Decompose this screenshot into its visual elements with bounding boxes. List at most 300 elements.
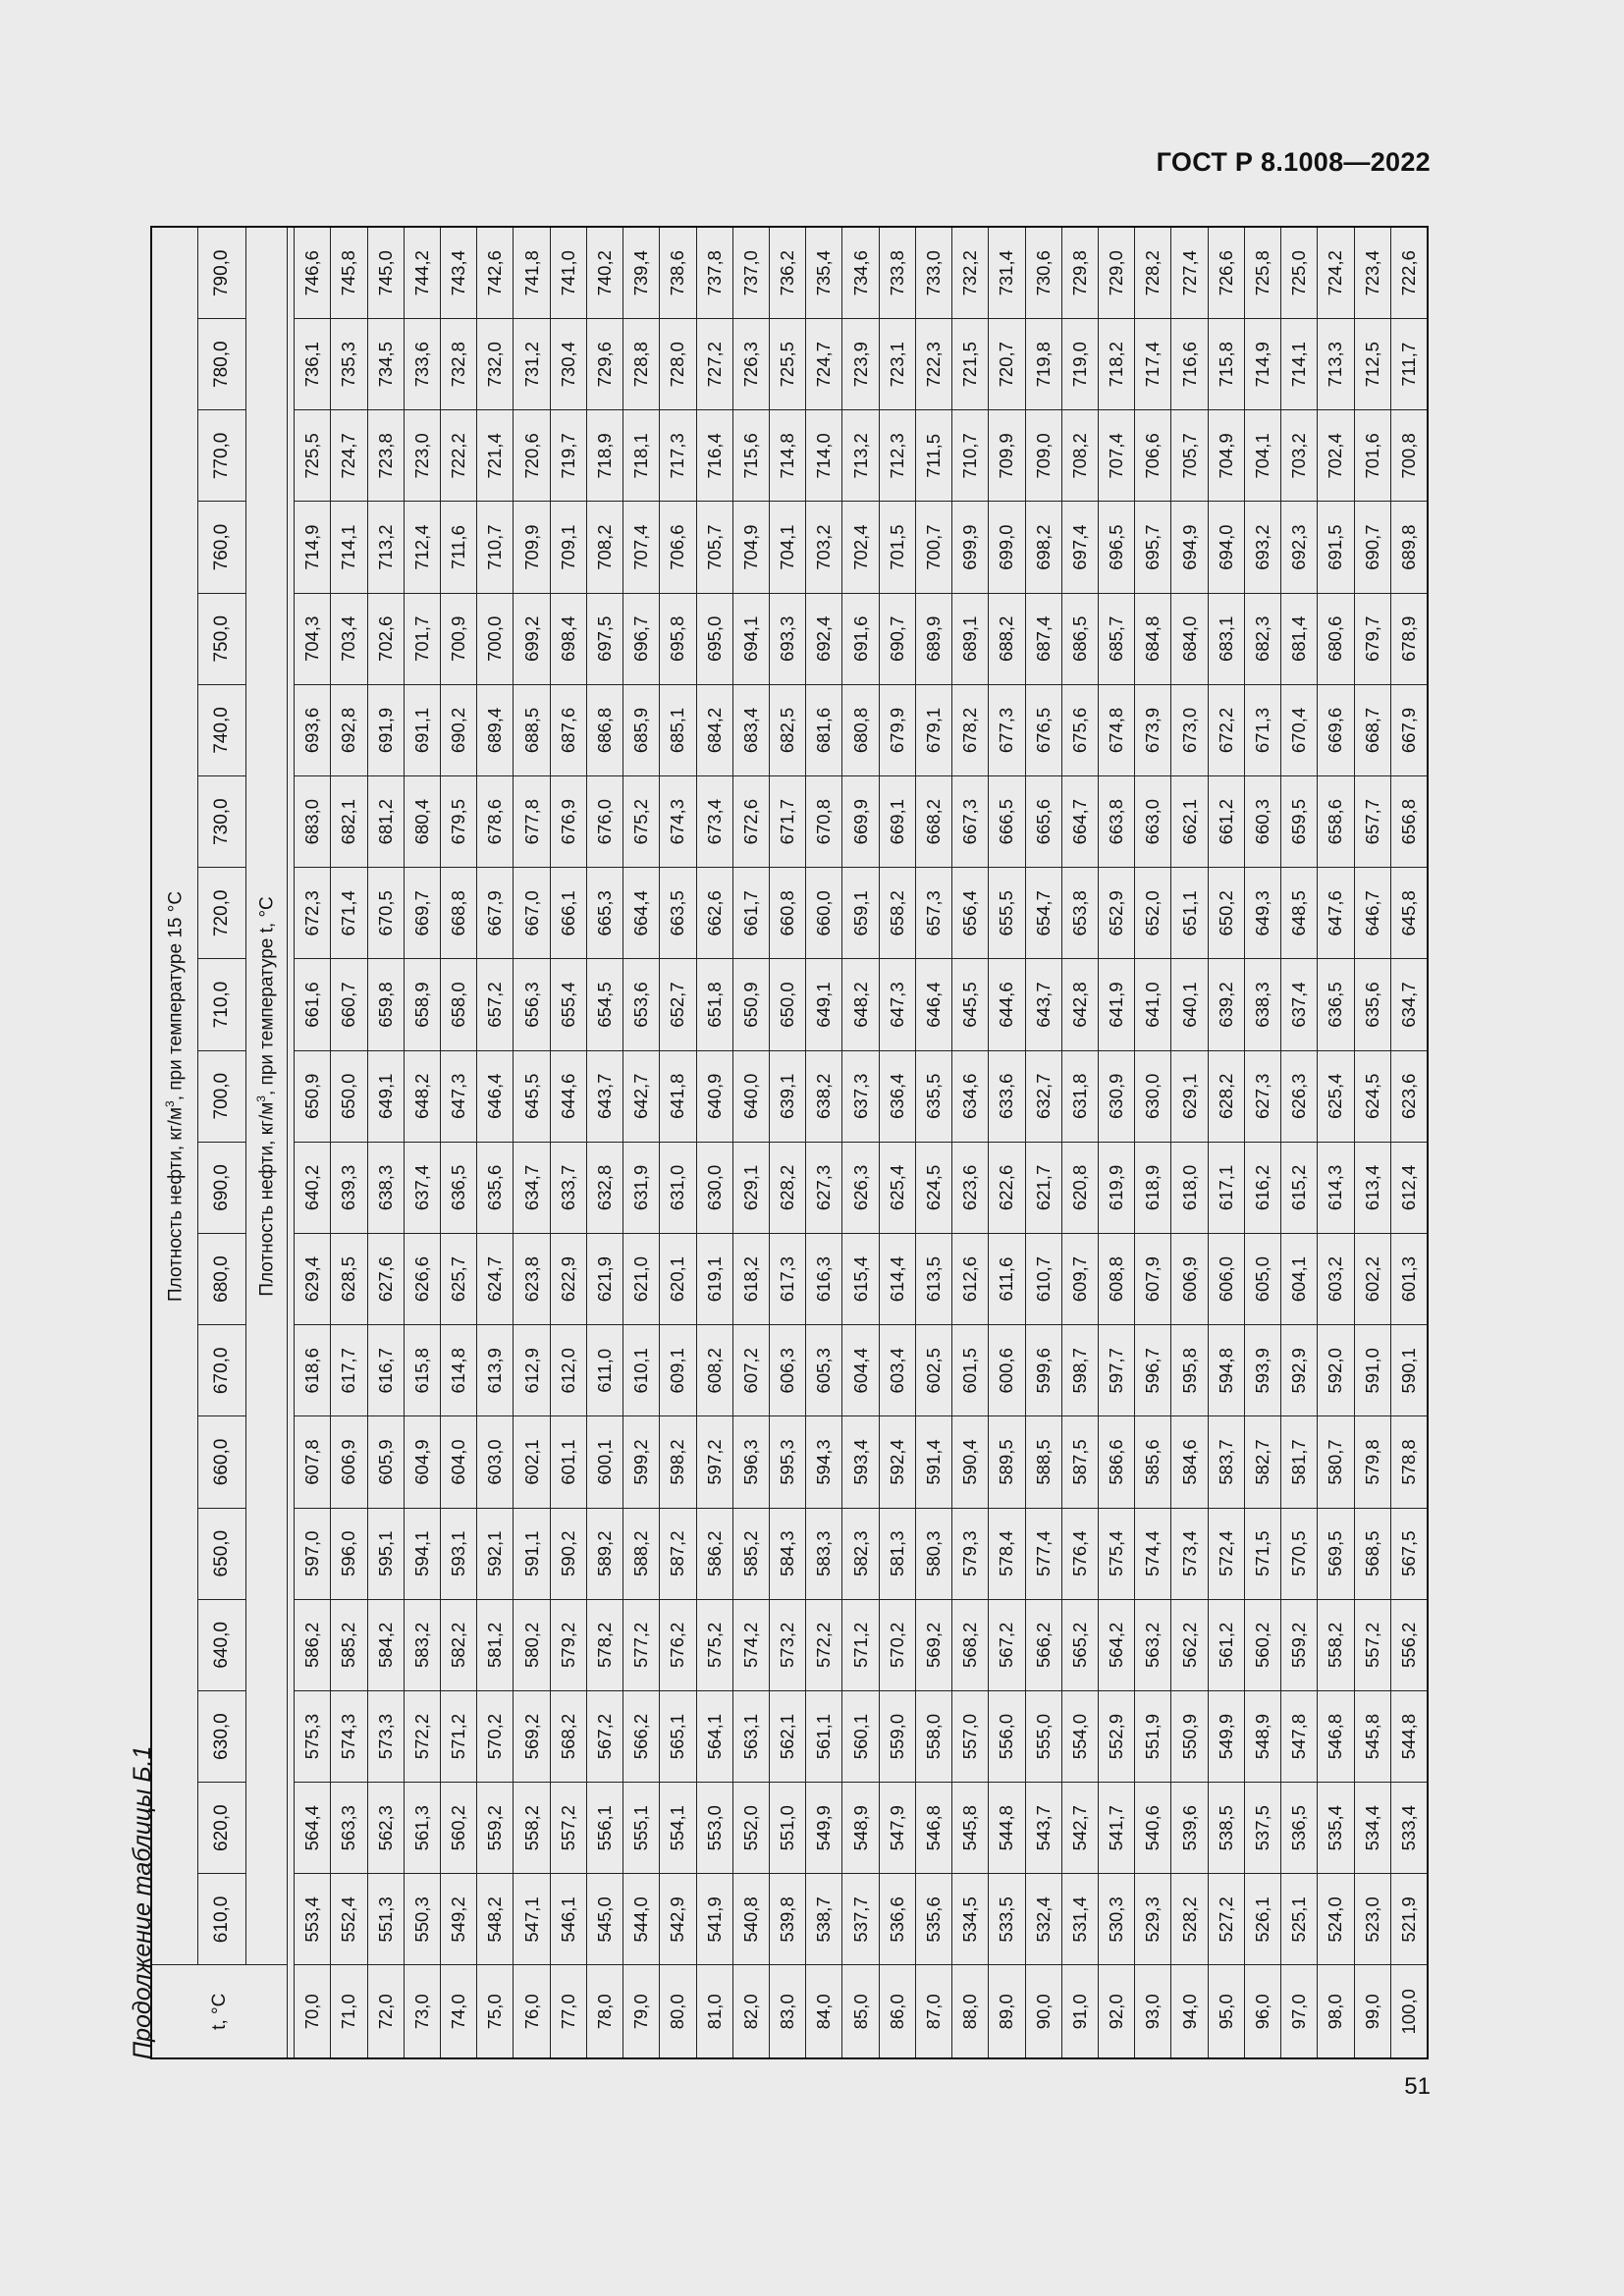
density-cell: 634,7 [514,1142,550,1233]
density-cell: 527,2 [1208,1874,1244,1965]
density-cell: 657,3 [915,868,951,959]
density-cell: 690,2 [441,684,477,775]
density-cell: 725,0 [1281,227,1318,318]
density-cell: 714,0 [806,410,842,502]
density-cell: 666,1 [550,868,586,959]
density-cell: 643,7 [1025,959,1061,1050]
density-cell: 639,3 [331,1142,367,1233]
density-cell: 533,5 [989,1874,1025,1965]
page-number: 51 [1404,2073,1431,2100]
density-cell: 600,1 [586,1416,623,1508]
density-cell: 551,9 [1135,1690,1171,1782]
density-cell: 623,6 [952,1142,989,1233]
density-cell: 635,6 [1354,959,1390,1050]
density-cell: 683,4 [732,684,769,775]
density-cell: 612,6 [952,1234,989,1325]
density-cell: 597,7 [1098,1325,1134,1416]
density-cell: 609,1 [660,1325,696,1416]
density-cell: 732,8 [441,319,477,410]
density-cell: 728,2 [1135,227,1171,318]
density-cell: 540,6 [1135,1783,1171,1874]
density-cell: 673,4 [696,776,732,868]
density-cell: 620,1 [660,1234,696,1325]
density-cell: 642,7 [623,1050,660,1142]
table-row [879,227,915,2058]
density-cell: 593,9 [1244,1325,1280,1416]
density-cell: 650,2 [1208,868,1244,959]
temperature-cell: 88,0 [952,1965,989,2058]
density-cell: 560,1 [842,1690,879,1782]
density-cell: 591,0 [1354,1325,1390,1416]
density-cell: 554,1 [660,1783,696,1874]
density-cell: 695,0 [696,593,732,684]
density-cell: 697,4 [1061,502,1098,593]
density-cell: 582,7 [1244,1416,1280,1508]
density-cell: 625,4 [879,1142,915,1233]
density-cell: 589,5 [989,1416,1025,1508]
density-cell: 568,5 [1354,1508,1390,1599]
density-cell: 566,2 [1025,1599,1061,1690]
density-cell: 649,1 [367,1050,404,1142]
table-row [1281,227,1318,2058]
density-cell: 623,8 [514,1234,550,1325]
density-cell: 592,1 [477,1508,514,1599]
density-cell: 576,4 [1061,1508,1098,1599]
density-header-730,0: 730,0 [198,776,246,868]
density-cell: 710,7 [477,502,514,593]
density-cell: 599,2 [623,1416,660,1508]
density-cell: 689,4 [477,684,514,775]
density-cell: 694,9 [1171,502,1208,593]
density-cell: 693,3 [770,593,806,684]
density-cell: 561,1 [806,1690,842,1782]
density-cell: 601,1 [550,1416,586,1508]
density-cell: 701,6 [1354,410,1390,502]
density-cell: 664,7 [1061,776,1098,868]
density-cell: 591,4 [915,1416,951,1508]
density-cell: 564,1 [696,1690,732,1782]
density-cell: 711,7 [1390,319,1428,410]
density-cell: 570,2 [879,1599,915,1690]
density-cell: 682,5 [770,684,806,775]
table-row [1244,227,1280,2058]
density-cell: 613,5 [915,1234,951,1325]
density-cell: 658,6 [1318,776,1354,868]
density-cell: 669,7 [404,868,440,959]
density-cell: 659,5 [1281,776,1318,868]
density-cell: 648,5 [1281,868,1318,959]
density-cell: 589,2 [586,1508,623,1599]
density-cell: 600,6 [989,1325,1025,1416]
temperature-cell: 81,0 [696,1965,732,2058]
density-cell: 689,1 [952,593,989,684]
density-cell: 736,1 [295,319,331,410]
density-cell: 670,4 [1281,684,1318,775]
density-header-630,0: 630,0 [198,1690,246,1782]
density-cell: 603,4 [879,1325,915,1416]
density-cell: 555,1 [623,1783,660,1874]
density-cell: 528,2 [1171,1874,1208,1965]
density-cell: 683,1 [1208,593,1244,684]
density-cell: 554,0 [1061,1690,1098,1782]
density-cell: 576,2 [660,1599,696,1690]
density-cell: 614,8 [441,1325,477,1416]
density-cell: 558,0 [915,1690,951,1782]
table-row [477,227,514,2058]
density-cell: 634,7 [1390,959,1428,1050]
density-cell: 719,8 [1025,319,1061,410]
density-cell: 732,2 [952,227,989,318]
density-cell: 714,8 [770,410,806,502]
density-cell: 550,3 [404,1874,440,1965]
density-cell: 662,1 [1171,776,1208,868]
density-cell: 695,7 [1135,502,1171,593]
density-cell: 652,7 [660,959,696,1050]
density-cell: 724,7 [806,319,842,410]
density-cell: 735,4 [806,227,842,318]
density-cell: 679,5 [441,776,477,868]
density-cell: 635,5 [915,1050,951,1142]
density-cell: 523,0 [1354,1874,1390,1965]
density-table-container [150,231,1429,2059]
density-cell: 684,0 [1171,593,1208,684]
density-cell: 701,5 [879,502,915,593]
density-cell: 712,5 [1354,319,1390,410]
density-cell: 586,2 [295,1599,331,1690]
density-cell: 685,9 [623,684,660,775]
density-cell: 537,7 [842,1874,879,1965]
density-cell: 539,8 [770,1874,806,1965]
density-cell: 580,2 [514,1599,550,1690]
density-cell: 524,0 [1318,1874,1354,1965]
density-cell: 607,9 [1135,1234,1171,1325]
density-cell: 627,3 [1244,1050,1280,1142]
density-cell: 667,0 [514,868,550,959]
density-cell: 700,9 [441,593,477,684]
density-cell: 665,6 [1025,776,1061,868]
density-cell: 627,6 [367,1234,404,1325]
density-cell: 717,3 [660,410,696,502]
table-row [1135,227,1171,2058]
density-cell: 702,6 [367,593,404,684]
density-cell: 713,2 [842,410,879,502]
density-cell: 660,3 [1244,776,1280,868]
density-cell: 676,9 [550,776,586,868]
density-cell: 724,2 [1318,227,1354,318]
density-cell: 621,0 [623,1234,660,1325]
density-cell: 624,5 [1354,1050,1390,1142]
density-subgroup-header: Плотность нефти, $кг/м^3$, при температуре t, °C [246,227,288,1965]
density-cell: 746,6 [295,227,331,318]
table-row [404,227,440,2058]
density-cell: 689,9 [915,593,951,684]
temperature-cell: 75,0 [477,1965,514,2058]
density-cell: 615,8 [404,1325,440,1416]
density-cell: 596,3 [732,1416,769,1508]
density-cell: 614,4 [879,1234,915,1325]
density-cell: 637,4 [1281,959,1318,1050]
density-cell: 706,6 [660,502,696,593]
density-cell: 532,4 [1025,1874,1061,1965]
density-cell: 559,0 [879,1690,915,1782]
density-cell: 542,7 [1061,1783,1098,1874]
density-cell: 611,0 [586,1325,623,1416]
density-cell: 723,9 [842,319,879,410]
temperature-cell: 85,0 [842,1965,879,2058]
table-row [1318,227,1354,2058]
density-cell: 659,1 [842,868,879,959]
density-cell: 567,2 [989,1599,1025,1690]
density-cell: 536,6 [879,1874,915,1965]
density-cell: 557,2 [550,1783,586,1874]
density-cell: 631,9 [623,1142,660,1233]
density-cell: 737,0 [732,227,769,318]
density-cell: 550,9 [1171,1690,1208,1782]
table-row [1390,227,1428,2058]
density-cell: 617,3 [770,1234,806,1325]
density-cell: 668,8 [441,868,477,959]
density-cell: 552,4 [331,1874,367,1965]
density-cell: 633,6 [989,1050,1025,1142]
density-cell: 545,0 [586,1874,623,1965]
density-cell: 551,0 [770,1783,806,1874]
density-cell: 731,2 [514,319,550,410]
density-cell: 612,4 [1390,1142,1428,1233]
density-cell: 549,2 [441,1874,477,1965]
density-cell: 602,5 [915,1325,951,1416]
density-cell: 619,9 [1098,1142,1134,1233]
density-cell: 580,7 [1318,1416,1354,1508]
density-cell: 685,7 [1098,593,1134,684]
density-cell: 721,4 [477,410,514,502]
density-cell: 713,2 [367,502,404,593]
density-cell: 654,5 [586,959,623,1050]
density-cell: 674,3 [660,776,696,868]
density-cell: 556,1 [586,1783,623,1874]
density-cell: 716,4 [696,410,732,502]
density-cell: 568,2 [952,1599,989,1690]
density-cell: 632,7 [1025,1050,1061,1142]
density-cell: 544,8 [989,1783,1025,1874]
density-cell: 678,2 [952,684,989,775]
density-cell: 715,8 [1208,319,1244,410]
density-cell: 598,7 [1061,1325,1098,1416]
table-row [952,227,989,2058]
density-cell: 641,0 [1135,959,1171,1050]
density-cell: 560,2 [441,1783,477,1874]
density-header-650,0: 650,0 [198,1508,246,1599]
density-cell: 586,6 [1098,1416,1134,1508]
density-cell: 560,2 [1244,1599,1280,1690]
density-cell: 676,5 [1025,684,1061,775]
density-cell: 641,8 [660,1050,696,1142]
density-cell: 579,3 [952,1508,989,1599]
density-cell: 670,8 [806,776,842,868]
density-cell: 580,3 [915,1508,951,1599]
temperature-cell: 70,0 [295,1965,331,2058]
density-cell: 606,9 [1171,1234,1208,1325]
density-cell: 699,0 [989,502,1025,593]
density-cell: 613,9 [477,1325,514,1416]
density-cell: 613,4 [1354,1142,1390,1233]
density-cell: 561,3 [404,1783,440,1874]
density-cell: 640,2 [295,1142,331,1233]
density-cell: 619,1 [696,1234,732,1325]
density-cell: 562,3 [367,1783,404,1874]
density-cell: 650,9 [732,959,769,1050]
table-row [550,227,586,2058]
density-cell: 604,9 [404,1416,440,1508]
density-cell: 733,6 [404,319,440,410]
temperature-cell: 86,0 [879,1965,915,2058]
density-cell: 706,6 [1135,410,1171,502]
density-cell: 679,7 [1354,593,1390,684]
density-cell: 643,7 [586,1050,623,1142]
density-cell: 621,7 [1025,1142,1061,1233]
density-cell: 646,7 [1354,868,1390,959]
density-cell: 739,4 [623,227,660,318]
density-values-header-row [198,227,246,2058]
density-cell: 569,2 [514,1690,550,1782]
density-cell: 723,4 [1354,227,1390,318]
density-cell: 593,4 [842,1416,879,1508]
density-cell: 578,2 [586,1599,623,1690]
density-cell: 605,3 [806,1325,842,1416]
density-cell: 660,8 [770,868,806,959]
density-header-790,0: 790,0 [198,227,246,318]
density-cell: 650,0 [331,1050,367,1142]
density-cell: 651,8 [696,959,732,1050]
density-cell: 642,8 [1061,959,1098,1050]
density-cell: 609,7 [1061,1234,1098,1325]
density-cell: 681,2 [367,776,404,868]
density-cell: 638,3 [367,1142,404,1233]
density-cell: 604,1 [1281,1234,1318,1325]
density-cell: 639,1 [770,1050,806,1142]
density-cell: 698,2 [1025,502,1061,593]
density-cell: 548,2 [477,1874,514,1965]
density-group-header: Плотность нефти, $кг/м^3$, при температуре 15 °C [151,227,198,1965]
density-cell: 585,2 [732,1508,769,1599]
density-cell: 575,2 [696,1599,732,1690]
density-cell: 743,4 [441,227,477,318]
density-cell: 709,9 [514,502,550,593]
density-cell: 608,2 [696,1325,732,1416]
density-cell: 574,2 [732,1599,769,1690]
density-cell: 564,4 [295,1783,331,1874]
density-cell: 547,8 [1281,1690,1318,1782]
density-cell: 725,8 [1244,227,1280,318]
density-cell: 658,0 [441,959,477,1050]
density-cell: 671,4 [331,868,367,959]
density-cell: 531,4 [1061,1874,1098,1965]
density-cell: 705,7 [696,502,732,593]
density-cell: 694,0 [1208,502,1244,593]
density-cell: 679,1 [915,684,951,775]
density-cell: 606,0 [1208,1234,1244,1325]
temperature-cell: 77,0 [550,1965,586,2058]
density-cell: 651,1 [1171,868,1208,959]
density-cell: 691,6 [842,593,879,684]
density-cell: 592,4 [879,1416,915,1508]
density-cell: 684,8 [1135,593,1171,684]
density-cell: 571,2 [842,1599,879,1690]
table-row [770,227,806,2058]
density-cell: 678,6 [477,776,514,868]
density-cell: 675,2 [623,776,660,868]
density-cell: 680,8 [842,684,879,775]
density-cell: 583,7 [1208,1416,1244,1508]
density-cell: 677,8 [514,776,550,868]
density-cell: 658,9 [404,959,440,1050]
density-cell: 636,5 [1318,959,1354,1050]
density-cell: 557,2 [1354,1599,1390,1690]
density-cell: 604,0 [441,1416,477,1508]
density-cell: 653,6 [623,959,660,1050]
density-cell: 629,1 [732,1142,769,1233]
density-cell: 672,6 [732,776,769,868]
density-cell: 723,0 [404,410,440,502]
table-row [989,227,1025,2058]
density-cell: 733,0 [915,227,951,318]
density-cell: 542,9 [660,1874,696,1965]
density-cell: 628,2 [770,1142,806,1233]
density-cell: 645,5 [514,1050,550,1142]
density-cell: 732,0 [477,319,514,410]
density-cell: 661,6 [295,959,331,1050]
density-cell: 563,2 [1135,1599,1171,1690]
density-cell: 672,2 [1208,684,1244,775]
density-cell: 681,4 [1281,593,1318,684]
density-cell: 719,7 [550,410,586,502]
density-cell: 638,3 [1244,959,1280,1050]
density-cell: 653,8 [1061,868,1098,959]
density-cell: 572,2 [806,1599,842,1690]
density-cell: 741,0 [550,227,586,318]
density-header-720,0: 720,0 [198,868,246,959]
density-cell: 664,4 [623,868,660,959]
density-cell: 546,8 [1318,1690,1354,1782]
density-cell: 731,4 [989,227,1025,318]
density-cell: 657,7 [1354,776,1390,868]
density-cell: 610,1 [623,1325,660,1416]
density-cell: 688,5 [514,684,550,775]
density-header-710,0: 710,0 [198,959,246,1050]
density-cell: 555,0 [1025,1690,1061,1782]
density-cell: 535,6 [915,1874,951,1965]
density-cell: 622,6 [989,1142,1025,1233]
density-cell: 639,2 [1208,959,1244,1050]
density-cell: 533,4 [1390,1783,1428,1874]
density-cell: 571,2 [441,1690,477,1782]
density-cell: 683,0 [295,776,331,868]
density-cell: 687,6 [550,684,586,775]
density-cell: 632,8 [586,1142,623,1233]
density-cell: 590,1 [1390,1325,1428,1416]
density-cell: 575,3 [295,1690,331,1782]
density-cell: 608,8 [1098,1234,1134,1325]
density-cell: 714,1 [1281,319,1318,410]
density-cell: 618,6 [295,1325,331,1416]
density-cell: 738,6 [660,227,696,318]
density-header-660,0: 660,0 [198,1416,246,1508]
density-cell: 612,9 [514,1325,550,1416]
density-cell: 564,2 [1098,1599,1134,1690]
density-cell: 581,7 [1281,1416,1318,1508]
temperature-cell: 91,0 [1061,1965,1098,2058]
density-cell: 566,2 [623,1690,660,1782]
density-cell: 696,7 [623,593,660,684]
